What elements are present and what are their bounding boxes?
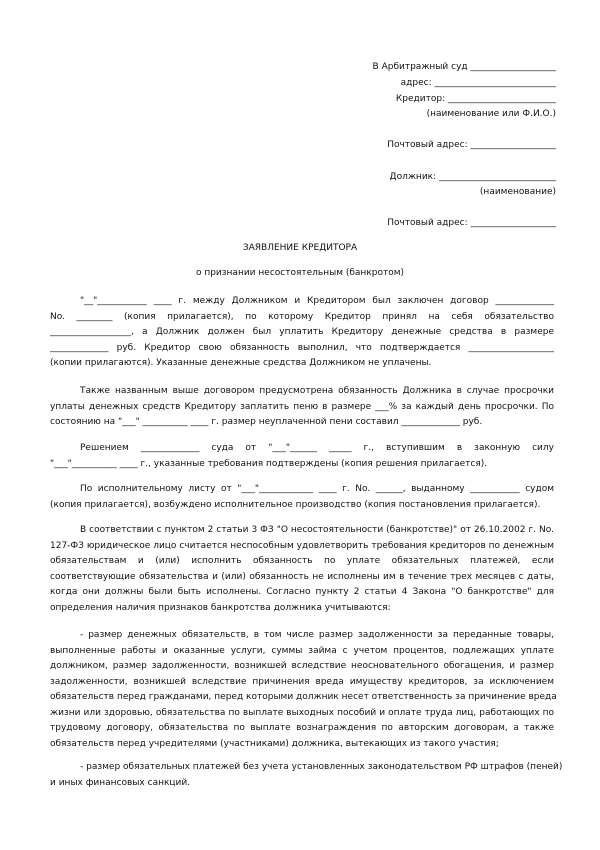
paragraph-line: (копии прилагаются). Указанные денежные средства Должником не уплачены. — [50, 358, 432, 368]
paragraph-line: _____________ руб. Кредитор свою обязанность выполнил, что подтверждается ___________________ — [50, 342, 554, 353]
creditor-hint: (наименование или Ф.И.О.) — [426, 109, 556, 119]
paragraph-line: - размер денежных обязательств, в том числе размер задолженности за переданные товары, — [80, 630, 554, 640]
paragraph-line: __________________, а Должник должен был уплатить Кредитору денежные средства в размере — [50, 327, 554, 337]
paragraph-line: обязательств перед учредителями (участниками) должника, вытекающих из такого участия; — [50, 738, 499, 749]
paragraph-line: - размер обязательных платежей без учета установленных законодательством РФ штрафов (пеней) — [80, 762, 563, 772]
paragraph-line: (копия прилагается), возбуждено исполнительное производство (копия постановления прилагается). — [50, 499, 541, 510]
paragraph-line: определения наличия признаков банкротства должника учитываются: — [50, 602, 391, 613]
paragraph-line: No. ________ (копия прилагается), по которому Кредитор принял на себя обязательство — [50, 311, 554, 322]
paragraph-line: Решением _____________ суда от "___"______ _____ г., вступившим в законную силу — [80, 443, 554, 453]
paragraph-line: В соответствии с пунктом 2 статьи 3 ФЗ "О несостоятельности (банкротстве)" от 26.10.2002 г. No. — [80, 525, 554, 535]
paragraph-line: обязательствам и (или) исполнить обязанность по уплате обязательных платежей, если — [50, 556, 554, 566]
paragraph-line: обязательств перед гражданами, перед которыми должник несет ответственность за причинение вреда — [50, 692, 557, 702]
paragraph-line: "___"__________ ____ г., указанные требования подтверждены (копия решения прилагается). — [50, 458, 488, 469]
court-line: В Арбитражный суд ___________________ — [372, 62, 556, 72]
paragraph-line: состоянию на "___" __________ ____ г. размер неуплаченной пени составил _____________ руб. — [50, 417, 483, 427]
paragraph-line: и иных финансовых санкций. — [50, 777, 191, 788]
paragraph-line: выполненные работы и оказанные услуги, суммы займа с учетом процентов, подлежащих уплате — [50, 645, 554, 656]
paragraph-line: уплаты денежных средств Кредитору заплатить пеню в размере ___% за каждый день просрочки. По — [50, 401, 554, 412]
document-title: ЗАЯВЛЕНИЕ КРЕДИТОРА — [242, 243, 358, 253]
paragraph-line: задолженности, возникшей вследствие причинения вреда имуществу кредиторов, за исключением — [50, 676, 554, 687]
paragraph-line: По исполнительному листу от "___"____________ ____ г. No. ______, выданному ___________ судом — [80, 484, 554, 494]
debtor-postal-line: Почтовый адрес: ___________________ — [387, 218, 556, 228]
paragraph-line: 127-ФЗ юридическое лицо считается неспособным удовлетворить требования кредиторов по денежным — [50, 540, 554, 551]
creditor-line: Кредитор: ________________________ — [395, 94, 556, 104]
debtor-hint: (наименование) — [479, 187, 556, 197]
paragraph-line: когда они должны были быть исполнены. Согласно пункту 2 статьи 4 Закона "О банкротстве" для — [50, 587, 554, 597]
paragraph-line: Также названным выше договором предусмотрена обязанность Должника в случае просрочки — [80, 386, 554, 396]
document-subtitle: о признании несостоятельным (банкротом) — [195, 268, 405, 278]
paragraph-line: "__"___________ ____ г. между Должником и Кредитором был заключен договор _____________ — [80, 296, 554, 306]
creditor-postal-line: Почтовый адрес: ___________________ — [387, 140, 556, 150]
paragraph-line: должником, размер задолженности, возникшей вследствие неосновательного обогащения, и размер — [50, 661, 554, 671]
paragraph-line: жизни или здоровью, обязательства по выплате выходных пособий и оплате труда лиц, работающих по — [50, 707, 554, 718]
paragraph-line: трудовому договору, обязательства по выплате вознаграждения по авторским договорам, а также — [50, 723, 554, 733]
court-address-line: адрес: ___________________________ — [400, 78, 556, 88]
debtor-line: Должник: __________________________ — [389, 172, 556, 182]
paragraph-line: соответствующие обязательства и (или) обязанность не исполнены им в течение трех месяцев с даты, — [50, 571, 554, 582]
